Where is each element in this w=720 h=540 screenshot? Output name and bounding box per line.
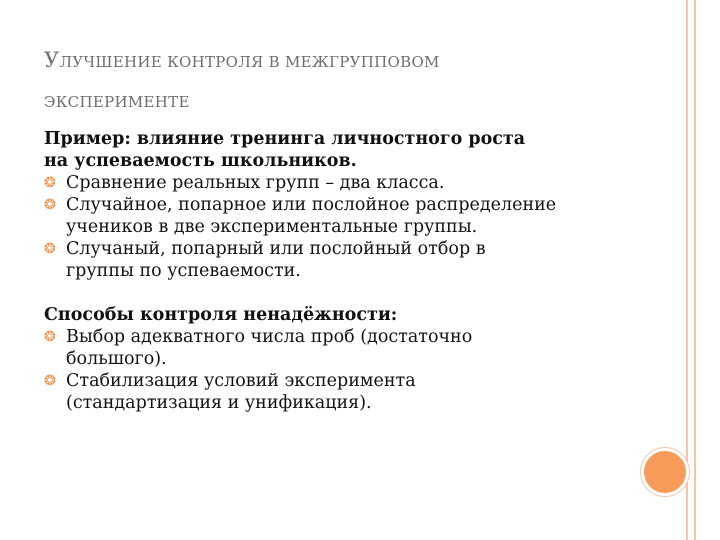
title-rest: ЛУЧШЕНИЕ КОНТРОЛЯ В МЕЖГРУППОВОМ [59, 53, 440, 71]
bullet-marker-icon: ❂ [44, 197, 56, 213]
bullet-text: Случаный, попарный или послойный отбор в [66, 239, 486, 259]
bullet-text: большого). [66, 349, 167, 369]
title-line-2: ЭКСПЕРИМЕНТЕ [44, 93, 190, 111]
bullet-item [44, 172, 629, 194]
bullet-marker-icon: ❂ [44, 241, 56, 257]
title-line-1 [44, 40, 624, 82]
section1-heading [44, 128, 629, 172]
slide-content [44, 128, 629, 414]
bullet-text: группы по успеваемости. [66, 261, 301, 281]
bullet-marker-icon: ❂ [44, 175, 56, 191]
section2-heading: Способы контроля ненадёжности: [44, 305, 398, 325]
title-cap: У [44, 48, 60, 72]
frame-line-right [694, 0, 696, 540]
bullet-text: Стабилизация условий эксперимента [66, 371, 416, 391]
bullet-text: Выбор адекватного числа проб (достаточно [66, 327, 473, 347]
bullet-text: (стандартизация и унификация). [66, 393, 372, 413]
section1-heading-line1: Пример: влияние тренинга личностного роста [44, 129, 526, 149]
section-spacer [44, 282, 629, 304]
bullet-item [44, 194, 629, 238]
bullet-item [44, 238, 629, 282]
section1-heading-line2: на успеваемость школьников. [44, 151, 357, 171]
bullet-text: учеников в две экспериментальные группы. [66, 217, 478, 237]
bullet-marker-icon: ❂ [44, 329, 56, 345]
decorative-circle [641, 448, 689, 496]
bullet-text: Сравнение реальных групп – два класса. [66, 173, 445, 193]
bullet-marker-icon: ❂ [44, 373, 56, 389]
frame-line-left [686, 0, 688, 540]
bullet-item [44, 370, 629, 414]
bullet-text: Случайное, попарное или послойное распределение [66, 195, 557, 215]
bullet-item [44, 326, 629, 370]
slide-title [44, 40, 624, 122]
